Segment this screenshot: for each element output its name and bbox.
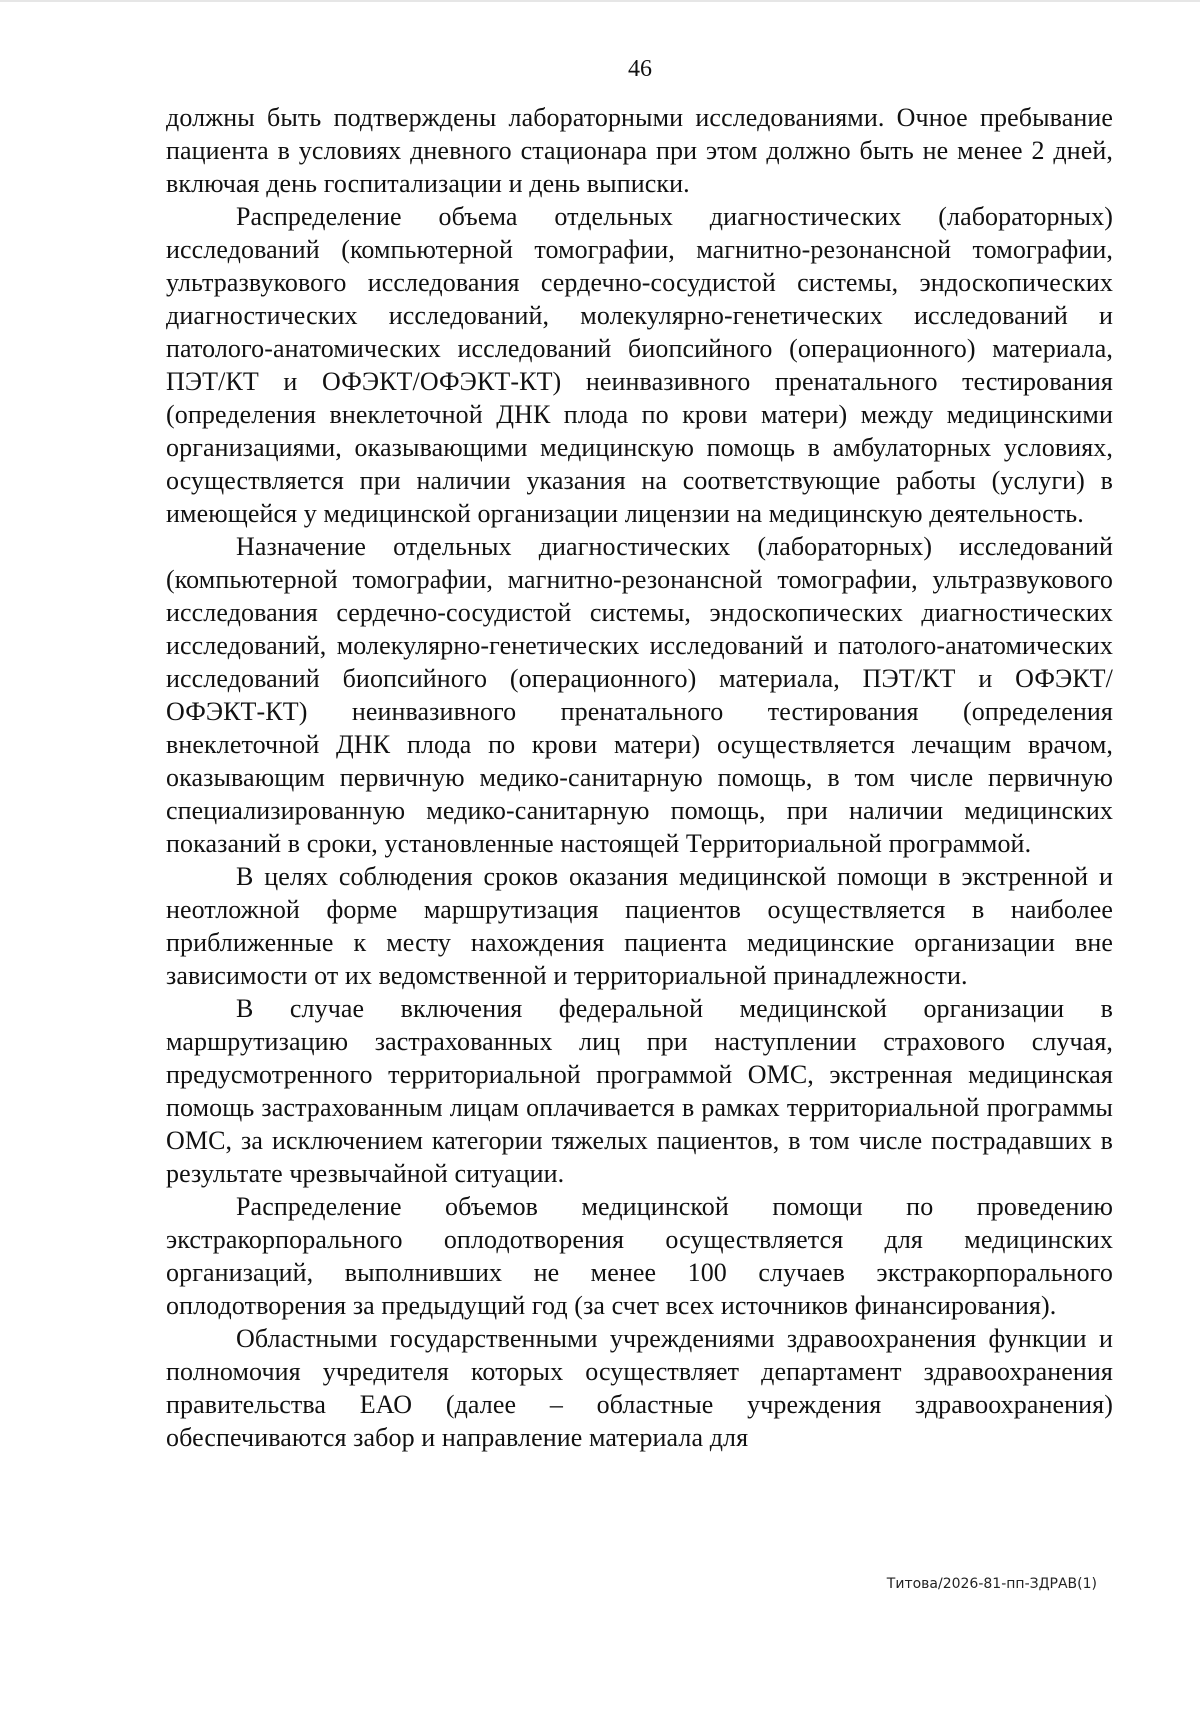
top-scan-edge — [0, 0, 1200, 2]
document-code: Титова/2026-81-пп-ЗДРАВ(1) — [886, 1576, 1097, 1592]
document-body — [166, 101, 1113, 1454]
paragraph-regional-institutions: Областными государственными учреждениями здравоохранения функции и полномочия учредителя которых осуществляет департамент здравоохранения правительства ЕАО (далее – областные учреждения здравоохранения) обеспечиваются забор и направление материала для — [166, 1324, 1113, 1452]
paragraph-diagnostics-prescription: Назначение отдельных диагностических (лабораторных) исследований (компьютерной томографии, магнитно-резонансной томографии, ультразвукового исследования сердечно-сосудистой системы, эндоскопических диагностических исследований, молекулярно-генетических исследований и патолого-анатомических исследований биопсийного (операционного) материала, ПЭТ/КТ и ОФЭКТ/ОФЭКТ-КТ) неинвазивного пренатального тестирования (определения внеклеточной ДНК плода по крови матери) осуществляется лечащим врачом, оказывающим первичную медико-санитарную помощь, в том числе первичную специализированную медико-санитарную помощь, при наличии медицинских показаний в сроки, установленные настоящей Территориальной программой. — [166, 532, 1113, 858]
paragraph-continuation: должны быть подтверждены лабораторными исследованиями. Очное пребывание пациента в условиях дневного стационара при этом должно быть не менее 2 дней, включая день госпитализации и день выписки. — [166, 103, 1113, 198]
paragraph-diagnostics-distribution: Распределение объема отдельных диагностических (лабораторных) исследований (компьютерной томографии, магнитно-резонансной томографии, ультразвукового исследования сердечно-сосудистой системы, эндоскопических диагностических исследований, молекулярно-генетических исследований и патолого-анатомических исследований биопсийного (операционного) материала, ПЭТ/КТ и ОФЭКТ/ОФЭКТ-КТ) неинвазивного пренатального тестирования (определения внеклеточной ДНК плода по крови матери) между медицинскими организациями, оказывающими медицинскую помощь в амбулаторных условиях, осуществляется при наличии указания на соответствующие работы (услуги) в имеющейся у медицинской организации лицензии на медицинскую деятельность. — [166, 202, 1113, 528]
paragraph-ivf-distribution: Распределение объемов медицинской помощи по проведению экстракорпорального оплодотворения осуществляется для медицинских организаций, выполнивших не менее 100 случаев экстракорпорального оплодотворения за предыдущий год (за счет всех источников финансирования). — [166, 1192, 1113, 1320]
paragraph-federal-organization: В случае включения федеральной медицинской организации в маршрутизацию застрахованных лиц при наступлении страхового случая, предусмотренного территориальной программой ОМС, экстренная медицинская помощь застрахованным лицам оплачивается в рамках территориальной программы ОМС, за исключением категории тяжелых пациентов, в том числе пострадавших в результате чрезвычайной ситуации. — [166, 994, 1113, 1188]
page-number: 46 — [628, 56, 652, 82]
paragraph-emergency-routing: В целях соблюдения сроков оказания медицинской помощи в экстренной и неотложной форме маршрутизация пациентов осуществляется в наиболее приближенные к месту нахождения пациента медицинские организации вне зависимости от их ведомственной и территориальной принадлежности. — [166, 862, 1113, 990]
